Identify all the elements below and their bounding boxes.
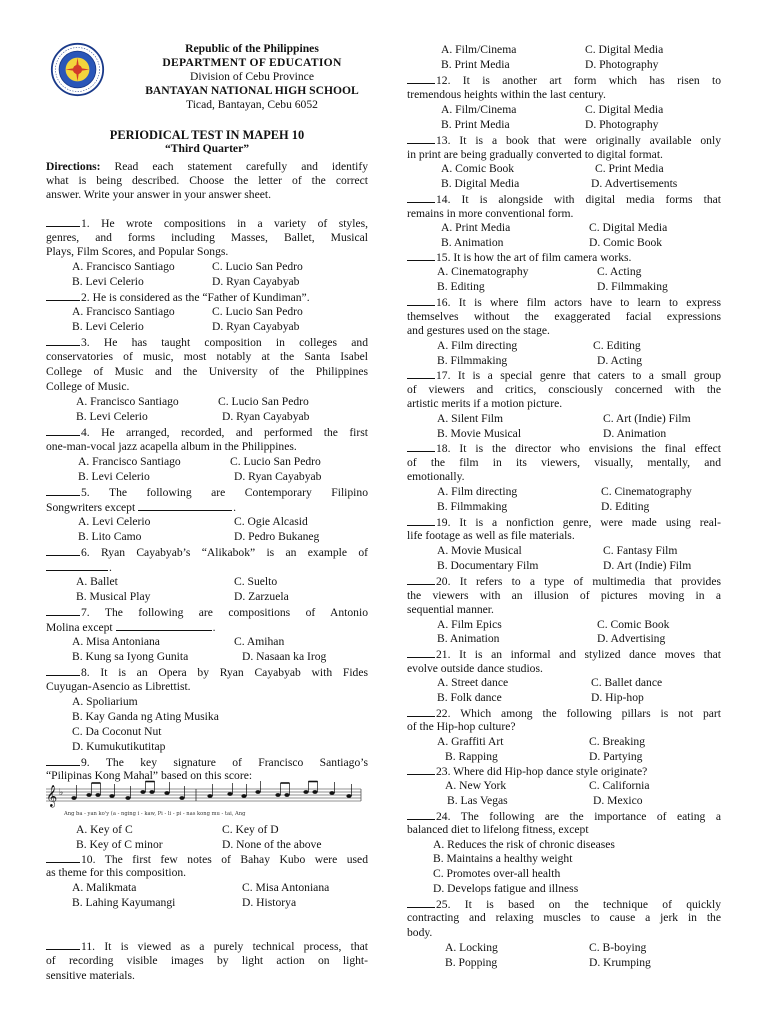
question-17-line-3: artistic merits if a motion picture. xyxy=(407,397,563,410)
q15-choice-a: A. Cinematography xyxy=(437,265,529,278)
q14-choice-c: C. Digital Media xyxy=(589,221,668,234)
q21-choice-b: B. Folk dance xyxy=(437,691,502,704)
q21-choice-c: C. Ballet dance xyxy=(591,676,663,689)
question-9: 9. The key signature of Francisco Santiago’s xyxy=(46,755,368,770)
question-3-line-3: College of Music and the University of the Philippines xyxy=(46,365,368,378)
question-11-line-2: of recording visible images by light action on light- xyxy=(46,954,368,967)
question-25-line-3: body. xyxy=(407,926,433,939)
q6-choice-d: D. Zarzuela xyxy=(234,590,289,603)
q1-choice-a: A. Francisco Santiago xyxy=(72,260,175,273)
question-14-line-2: remains in more conventional form. xyxy=(407,207,574,220)
question-14: 14. It is alongside with digital media forms that xyxy=(407,192,721,207)
question-3: 3. He has taught composition in colleges and xyxy=(46,335,368,350)
question-7: 7. The following are compositions of Antonio xyxy=(46,605,368,620)
question-19: 19. It is a nonfiction genre, were made using real- xyxy=(407,515,721,530)
question-5-line-2: Songwriters except . xyxy=(46,501,236,514)
question-15: 15. It is how the art of film camera works. xyxy=(407,250,631,265)
q11-choice-a: A. Film/Cinema xyxy=(441,43,517,56)
q16-choice-a: A. Film directing xyxy=(437,339,518,352)
q17-choice-b: B. Movie Musical xyxy=(437,427,522,440)
q3-choice-d: D. Ryan Cayabyab xyxy=(222,410,310,423)
q4-choice-c: C. Lucio San Pedro xyxy=(230,455,321,468)
question-6: 6. Ryan Cayabyab’s “Alikabok” is an example of xyxy=(46,545,368,560)
q9-choice-d: D. None of the above xyxy=(222,838,322,851)
q15-choice-c: C. Acting xyxy=(597,265,642,278)
q12-choice-a: A. Film/Cinema xyxy=(441,103,517,116)
q17-choice-a: A. Silent Film xyxy=(437,412,504,425)
q3-choice-c: C. Lucio San Pedro xyxy=(218,395,309,408)
question-16: 16. It is where film actors have to learn to express xyxy=(407,295,721,310)
q15-choice-b: B. Editing xyxy=(437,280,485,293)
q1-choice-d: D. Ryan Cayabyab xyxy=(212,275,300,288)
q19-choice-c: C. Fantasy Film xyxy=(603,544,678,557)
q21-choice-d: D. Hip-hop xyxy=(591,691,644,704)
department-line: DEPARTMENT OF EDUCATION xyxy=(162,56,342,69)
q11-choice-b: B. Print Media xyxy=(441,58,510,71)
q5-choice-a: A. Levi Celerio xyxy=(78,515,151,528)
question-25-line-2: contracting and relaxing muscles to cause a jerk in the xyxy=(407,911,721,924)
q9-choice-a: A. Key of C xyxy=(76,823,133,836)
q4-choice-d: D. Ryan Cayabyab xyxy=(234,470,322,483)
question-1-line-3: Plays, Film Scores, and Popular Songs. xyxy=(46,245,229,258)
q15-choice-d: D. Filmmaking xyxy=(597,280,668,293)
directions-line-2: what is being described. Choose the letter of the correct xyxy=(46,174,368,187)
q18-choice-d: D. Editing xyxy=(601,500,650,513)
q13-choice-a: A. Comic Book xyxy=(441,162,515,175)
q6-choice-a: A. Ballet xyxy=(76,575,118,588)
question-20-line-2: the viewers with an illusion of pictures moving in a xyxy=(407,589,721,602)
question-8-line-2: Cuyugan-Asencio as Librettist. xyxy=(46,680,191,693)
q4-choice-b: B. Levi Celerio xyxy=(78,470,150,483)
q20-choice-a: A. Film Epics xyxy=(437,618,502,631)
q1-choice-c: C. Lucio San Pedro xyxy=(212,260,303,273)
directions-line-3: answer. Write your answer in your answer sheet. xyxy=(46,188,272,201)
question-18-line-2: of the film in its viewers, visually, mentally, and xyxy=(407,456,721,469)
question-10: 10. The first few notes of Bahay Kubo were used xyxy=(46,852,368,867)
q14-choice-d: D. Comic Book xyxy=(589,236,663,249)
q3-choice-a: A. Francisco Santiago xyxy=(76,395,179,408)
q25-choice-c: C. B-boying xyxy=(589,941,647,954)
q13-choice-d: D. Advertisements xyxy=(591,177,678,190)
question-4-line-2: one-man-vocal jazz acapella album in the Philippines. xyxy=(46,440,297,453)
q5-choice-d: D. Pedro Bukaneg xyxy=(234,530,320,543)
question-7-line-2: Molina except . xyxy=(46,621,216,634)
question-24: 24. The following are the importance of eating a xyxy=(407,809,721,824)
q19-choice-d: D. Art (Indie) Film xyxy=(603,559,692,572)
deped-seal-logo xyxy=(50,42,105,97)
q7-choice-d: D. Nasaan ka Irog xyxy=(242,650,327,663)
q25-choice-a: A. Locking xyxy=(445,941,498,954)
q8-choice-d: D. Kumukutikutitap xyxy=(72,740,166,753)
q19-choice-a: A. Movie Musical xyxy=(437,544,522,557)
q22-choice-d: D. Partying xyxy=(589,750,643,763)
q25-choice-b: B. Popping xyxy=(445,956,498,969)
q23-choice-d: D. Mexico xyxy=(593,794,643,807)
q3-choice-b: B. Levi Celerio xyxy=(76,410,148,423)
q23-choice-c: C. California xyxy=(589,779,650,792)
question-17: 17. It is a special genre that caters to a small group xyxy=(407,368,721,383)
q14-choice-a: A. Print Media xyxy=(441,221,511,234)
question-16-line-2: themselves without the exaggerated facial expressions xyxy=(407,310,721,323)
test-title: PERIODICAL TEST IN MAPEH 10 xyxy=(109,128,305,142)
q18-choice-c: C. Cinematography xyxy=(601,485,692,498)
q7-choice-c: C. Amihan xyxy=(234,635,285,648)
q14-choice-b: B. Animation xyxy=(441,236,504,249)
q20-choice-d: D. Advertising xyxy=(597,632,666,645)
q16-choice-c: C. Editing xyxy=(593,339,641,352)
q4-choice-a: A. Francisco Santiago xyxy=(78,455,181,468)
division-line: Division of Cebu Province xyxy=(190,70,314,83)
music-score-image xyxy=(46,780,368,820)
q22-choice-a: A. Graffiti Art xyxy=(437,735,504,748)
q9-choice-b: B. Key of C minor xyxy=(76,838,163,851)
question-11: 11. It is viewed as a purely technical process, that xyxy=(46,939,368,954)
question-8: 8. It is an Opera by Ryan Cayabyab with Fides xyxy=(46,665,368,680)
q8-choice-b: B. Kay Ganda ng Ating Musika xyxy=(72,710,219,723)
question-17-line-2: of viewers and critics, consciously concerned with the xyxy=(407,383,721,396)
question-13: 13. It is a book that were originally available only xyxy=(407,133,721,148)
directions-line-1: Directions: Read each statement carefully and identify xyxy=(46,160,368,173)
school-address: Ticad, Bantayan, Cebu 6052 xyxy=(186,98,318,111)
svg-text:♭: ♭ xyxy=(59,788,64,798)
q2-choice-c: C. Lucio San Pedro xyxy=(212,305,303,318)
republic-line: Republic of the Philippines xyxy=(185,42,319,55)
q12-choice-d: D. Photography xyxy=(585,118,659,131)
question-23: 23. Where did Hip-hop dance style originate? xyxy=(407,764,647,779)
q13-choice-c: C. Print Media xyxy=(595,162,664,175)
q6-choice-c: C. Suelto xyxy=(234,575,278,588)
q10-choice-b: B. Lahing Kayumangi xyxy=(72,896,176,909)
question-18: 18. It is the director who envisions the final effect xyxy=(407,441,721,456)
q1-choice-b: B. Levi Celerio xyxy=(72,275,144,288)
q5-choice-b: B. Lito Camo xyxy=(78,530,142,543)
q18-choice-a: A. Film directing xyxy=(437,485,518,498)
question-20: 20. It refers to a type of multimedia that provides xyxy=(407,574,721,589)
question-18-line-3: emotionally. xyxy=(407,470,465,483)
question-13-line-2: in print are being gradually converted to digital format. xyxy=(407,148,663,161)
q5-choice-c: C. Ogie Alcasid xyxy=(234,515,308,528)
question-3-line-2: conservatories of music, most notably at the Santa Isabel xyxy=(46,350,368,363)
q2-choice-a: A. Francisco Santiago xyxy=(72,305,175,318)
q22-choice-c: C. Breaking xyxy=(589,735,646,748)
q12-choice-c: C. Digital Media xyxy=(585,103,664,116)
q19-choice-b: B. Documentary Film xyxy=(437,559,539,572)
q17-choice-c: C. Art (Indie) Film xyxy=(603,412,691,425)
q20-choice-b: B. Animation xyxy=(437,632,500,645)
test-quarter: “Third Quarter” xyxy=(164,142,250,155)
question-22: 22. Which among the following pillars is not part xyxy=(407,706,721,721)
q22-choice-b: B. Rapping xyxy=(445,750,498,763)
question-20-line-3: sequential manner. xyxy=(407,603,494,616)
question-19-line-2: life footage as well as file materials. xyxy=(407,529,575,542)
question-24-line-2: balanced diet to lifelong fitness, except xyxy=(407,823,589,836)
q7-choice-a: A. Misa Antoniana xyxy=(72,635,160,648)
q16-choice-b: B. Filmmaking xyxy=(437,354,508,367)
q8-choice-a: A. Spoliarium xyxy=(72,695,138,708)
q18-choice-b: B. Filmmaking xyxy=(437,500,508,513)
q24-choice-a: A. Reduces the risk of chronic diseases xyxy=(433,838,615,851)
q21-choice-a: A. Street dance xyxy=(437,676,509,689)
question-21: 21. It is an informal and stylized dance moves that xyxy=(407,647,721,662)
q13-choice-b: B. Digital Media xyxy=(441,177,520,190)
q10-choice-d: D. Historya xyxy=(242,896,297,909)
q23-choice-a: A. New York xyxy=(445,779,507,792)
question-12-line-2: tremendous heights within the last century. xyxy=(407,88,606,101)
q24-choice-d: D. Develops fatigue and illness xyxy=(433,882,579,895)
q7-choice-b: B. Kung sa Iyong Gunita xyxy=(72,650,189,663)
question-3-line-4: College of Music. xyxy=(46,380,130,393)
q24-choice-c: C. Promotes over-all health xyxy=(433,867,561,880)
question-1-line-2: genres, and forms including Masses, Ballet, Musical xyxy=(46,231,368,244)
q10-choice-a: A. Malikmata xyxy=(72,881,137,894)
question-25: 25. It is based on the technique of quickly xyxy=(407,897,721,912)
q10-choice-c: C. Misa Antoniana xyxy=(242,881,330,894)
q20-choice-c: C. Comic Book xyxy=(597,618,670,631)
question-10-line-2: as theme for this composition. xyxy=(46,866,187,879)
question-5: 5. The following are Contemporary Filipino xyxy=(46,485,368,500)
question-21-line-2: evolve outside dance studios. xyxy=(407,662,543,675)
question-11-line-3: sensitive materials. xyxy=(46,969,135,982)
q24-choice-b: B. Maintains a healthy weight xyxy=(433,852,573,865)
q11-choice-d: D. Photography xyxy=(585,58,659,71)
q11-choice-c: C. Digital Media xyxy=(585,43,664,56)
q6-choice-b: B. Musical Play xyxy=(76,590,151,603)
q2-choice-b: B. Levi Celerio xyxy=(72,320,144,333)
q16-choice-d: D. Acting xyxy=(597,354,643,367)
svg-text:𝄞: 𝄞 xyxy=(46,785,58,807)
question-12: 12. It is another art form which has risen to xyxy=(407,73,721,88)
q12-choice-b: B. Print Media xyxy=(441,118,510,131)
question-4: 4. He arranged, recorded, and performed the first xyxy=(46,425,368,440)
question-9-line-2: “Pilipinas Kong Mahal” based on this score: xyxy=(46,769,253,782)
q25-choice-d: D. Krumping xyxy=(589,956,651,969)
question-22-line-2: of the Hip-hop culture? xyxy=(407,720,516,733)
q23-choice-b: B. Las Vegas xyxy=(447,794,508,807)
q17-choice-d: D. Animation xyxy=(603,427,667,440)
q2-choice-d: D. Ryan Cayabyab xyxy=(212,320,300,333)
question-16-line-3: and gestures used on the stage. xyxy=(407,324,550,337)
score-lyrics: Ang ba - yan ko'y (a - nging i - kaw, Pi - li - pi - nas kong mu - tai, Ang xyxy=(64,811,246,817)
school-name: BANTAYAN NATIONAL HIGH SCHOOL xyxy=(145,84,359,97)
question-6-blank: . xyxy=(46,560,112,575)
question-1: 1. He wrote compositions in a variety of styles, xyxy=(46,216,368,231)
question-2: 2. He is considered as the “Father of Kundiman”. xyxy=(46,290,310,305)
q9-choice-c: C. Key of D xyxy=(222,823,279,836)
q8-choice-c: C. Da Coconut Nut xyxy=(72,725,162,738)
